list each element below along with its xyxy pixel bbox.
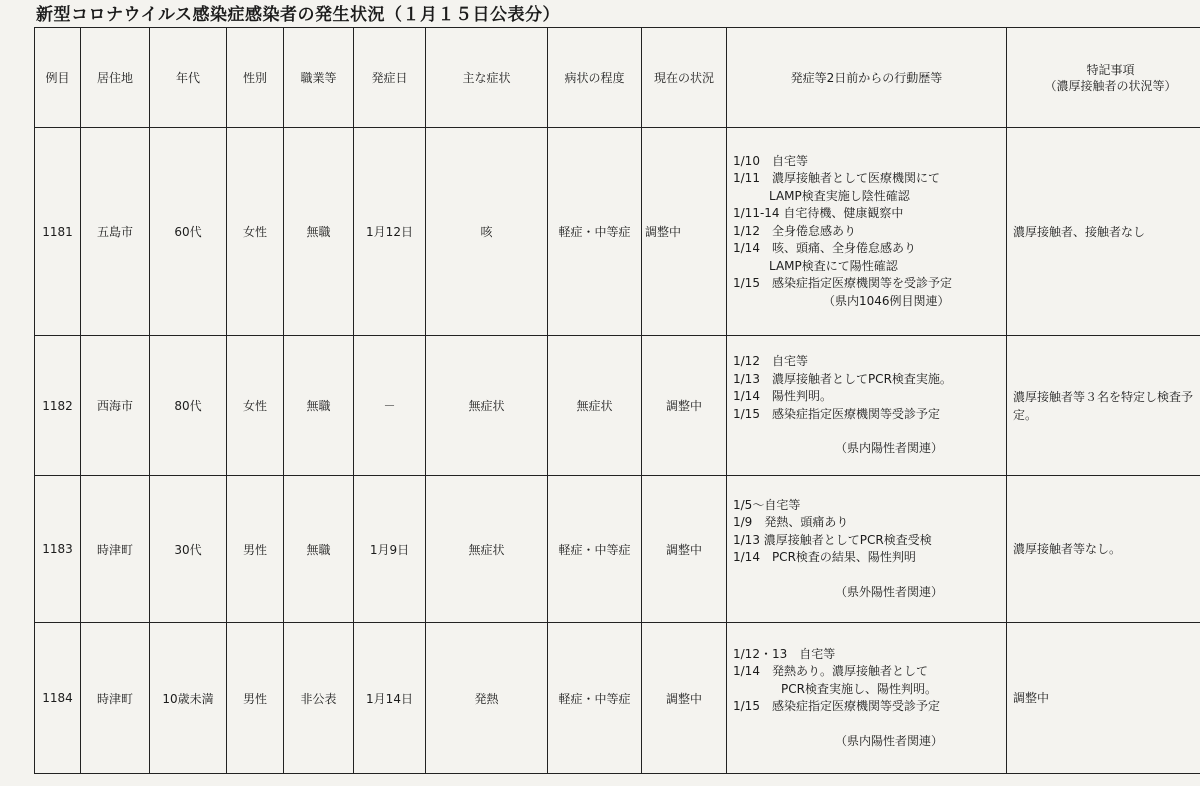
- history-line: LAMP検査にて陽性確認: [733, 258, 898, 273]
- onset-date: －: [354, 336, 426, 476]
- case-no: 1184: [35, 623, 81, 774]
- activity-history: [727, 476, 1007, 623]
- activity-history: [727, 336, 1007, 476]
- header-age: 年代: [150, 28, 227, 128]
- history-line: 1/5～自宅等: [733, 497, 801, 512]
- severity: 軽症・中等症: [548, 476, 642, 623]
- special-notes: 濃厚接触者等３名を特定し検査予定。: [1007, 336, 1200, 476]
- current-status: 調整中: [642, 336, 727, 476]
- history-line: （県内陽性者関連）: [733, 441, 944, 456]
- history-line: 1/15 感染症指定医療機関等受診予定: [733, 699, 940, 714]
- residence: 時津町: [81, 476, 150, 623]
- severity: 無症状: [548, 336, 642, 476]
- history-line: 1/12・13 自宅等: [733, 646, 836, 661]
- history-line: 1/14 咳、頭痛、全身倦怠感あり: [733, 241, 916, 256]
- onset-date: 1月14日: [354, 623, 426, 774]
- history-line: [733, 567, 1006, 584]
- residence: 五島市: [81, 128, 150, 336]
- header-notes: 特記事項 （濃厚接触者の状況等）: [1007, 28, 1200, 128]
- history-line: （県外陽性者関連）: [733, 584, 944, 599]
- current-status: 調整中: [642, 623, 727, 774]
- table-row: [35, 476, 1200, 623]
- header-onset: 発症日: [354, 28, 426, 128]
- occupation: 無職: [284, 128, 354, 336]
- history-line: PCR検査実施し、陽性判明。: [733, 681, 937, 696]
- activity-history: [727, 128, 1007, 336]
- activity-history: [727, 623, 1007, 774]
- header-row: [35, 28, 1200, 128]
- age: 10歳未満: [150, 623, 227, 774]
- symptoms: 無症状: [426, 476, 548, 623]
- history-line: 1/11-14 自宅待機、健康観察中: [733, 206, 904, 221]
- history-line: 1/11 濃厚接触者として医療機関にて: [733, 171, 940, 186]
- special-notes: 濃厚接触者等なし。: [1007, 476, 1200, 623]
- history-line: LAMP検査実施し陰性確認: [733, 188, 910, 203]
- history-line: （県内陽性者関連）: [733, 733, 944, 748]
- header-sex: 性別: [227, 28, 284, 128]
- header-history: 発症等2日前からの行動歴等: [727, 28, 1007, 128]
- severity: 軽症・中等症: [548, 128, 642, 336]
- table-row: [35, 128, 1200, 336]
- sex: 女性: [227, 128, 284, 336]
- header-case-no: 例目: [35, 28, 81, 128]
- header-severity: 病状の程度: [548, 28, 642, 128]
- residence: 時津町: [81, 623, 150, 774]
- current-status: 調整中: [642, 476, 727, 623]
- history-line: 1/14 陽性判明。: [733, 389, 832, 404]
- age: 60代: [150, 128, 227, 336]
- sex: 男性: [227, 476, 284, 623]
- case-no: 1182: [35, 336, 81, 476]
- symptoms: 発熱: [426, 623, 548, 774]
- header-residence: 居住地: [81, 28, 150, 128]
- residence: 西海市: [81, 336, 150, 476]
- occupation: 非公表: [284, 623, 354, 774]
- age: 30代: [150, 476, 227, 623]
- history-line: 1/13 濃厚接触者としてPCR検査受検: [733, 532, 932, 547]
- case-no: 1183: [35, 476, 81, 623]
- history-line: [733, 423, 1006, 440]
- history-line: （県内1046例目関連）: [733, 293, 950, 308]
- page-title: 新型コロナウイルス感染症感染者の発生状況（１月１５日公表分）: [36, 5, 560, 25]
- history-line: 1/9 発熱、頭痛あり: [733, 515, 849, 530]
- header-symptoms: 主な症状: [426, 28, 548, 128]
- history-line: 1/15 感染症指定医療機関等を受診予定: [733, 276, 952, 291]
- history-line: 1/12 自宅等: [733, 354, 808, 369]
- header-occupation: 職業等: [284, 28, 354, 128]
- age: 80代: [150, 336, 227, 476]
- severity: 軽症・中等症: [548, 623, 642, 774]
- history-line: 1/15 感染症指定医療機関等受診予定: [733, 406, 940, 421]
- onset-date: 1月12日: [354, 128, 426, 336]
- table-row: [35, 336, 1200, 476]
- history-line: 1/13 濃厚接触者としてPCR検査実施。: [733, 371, 952, 386]
- case-no: 1181: [35, 128, 81, 336]
- history-line: [733, 716, 1006, 733]
- sex: 男性: [227, 623, 284, 774]
- symptoms: 咳: [426, 128, 548, 336]
- case-table: [34, 27, 1200, 774]
- special-notes: 濃厚接触者、接触者なし: [1007, 128, 1200, 336]
- sex: 女性: [227, 336, 284, 476]
- symptoms: 無症状: [426, 336, 548, 476]
- history-line: 1/14 PCR検査の結果、陽性判明: [733, 550, 916, 565]
- special-notes: 調整中: [1007, 623, 1200, 774]
- occupation: 無職: [284, 476, 354, 623]
- header-status: 現在の状況: [642, 28, 727, 128]
- history-line: 1/10 自宅等: [733, 153, 808, 168]
- occupation: 無職: [284, 336, 354, 476]
- history-line: 1/12 全身倦怠感あり: [733, 223, 856, 238]
- current-status: 調整中: [642, 128, 727, 336]
- table-row: [35, 623, 1200, 774]
- onset-date: 1月9日: [354, 476, 426, 623]
- history-line: 1/14 発熱あり。濃厚接触者として: [733, 664, 928, 679]
